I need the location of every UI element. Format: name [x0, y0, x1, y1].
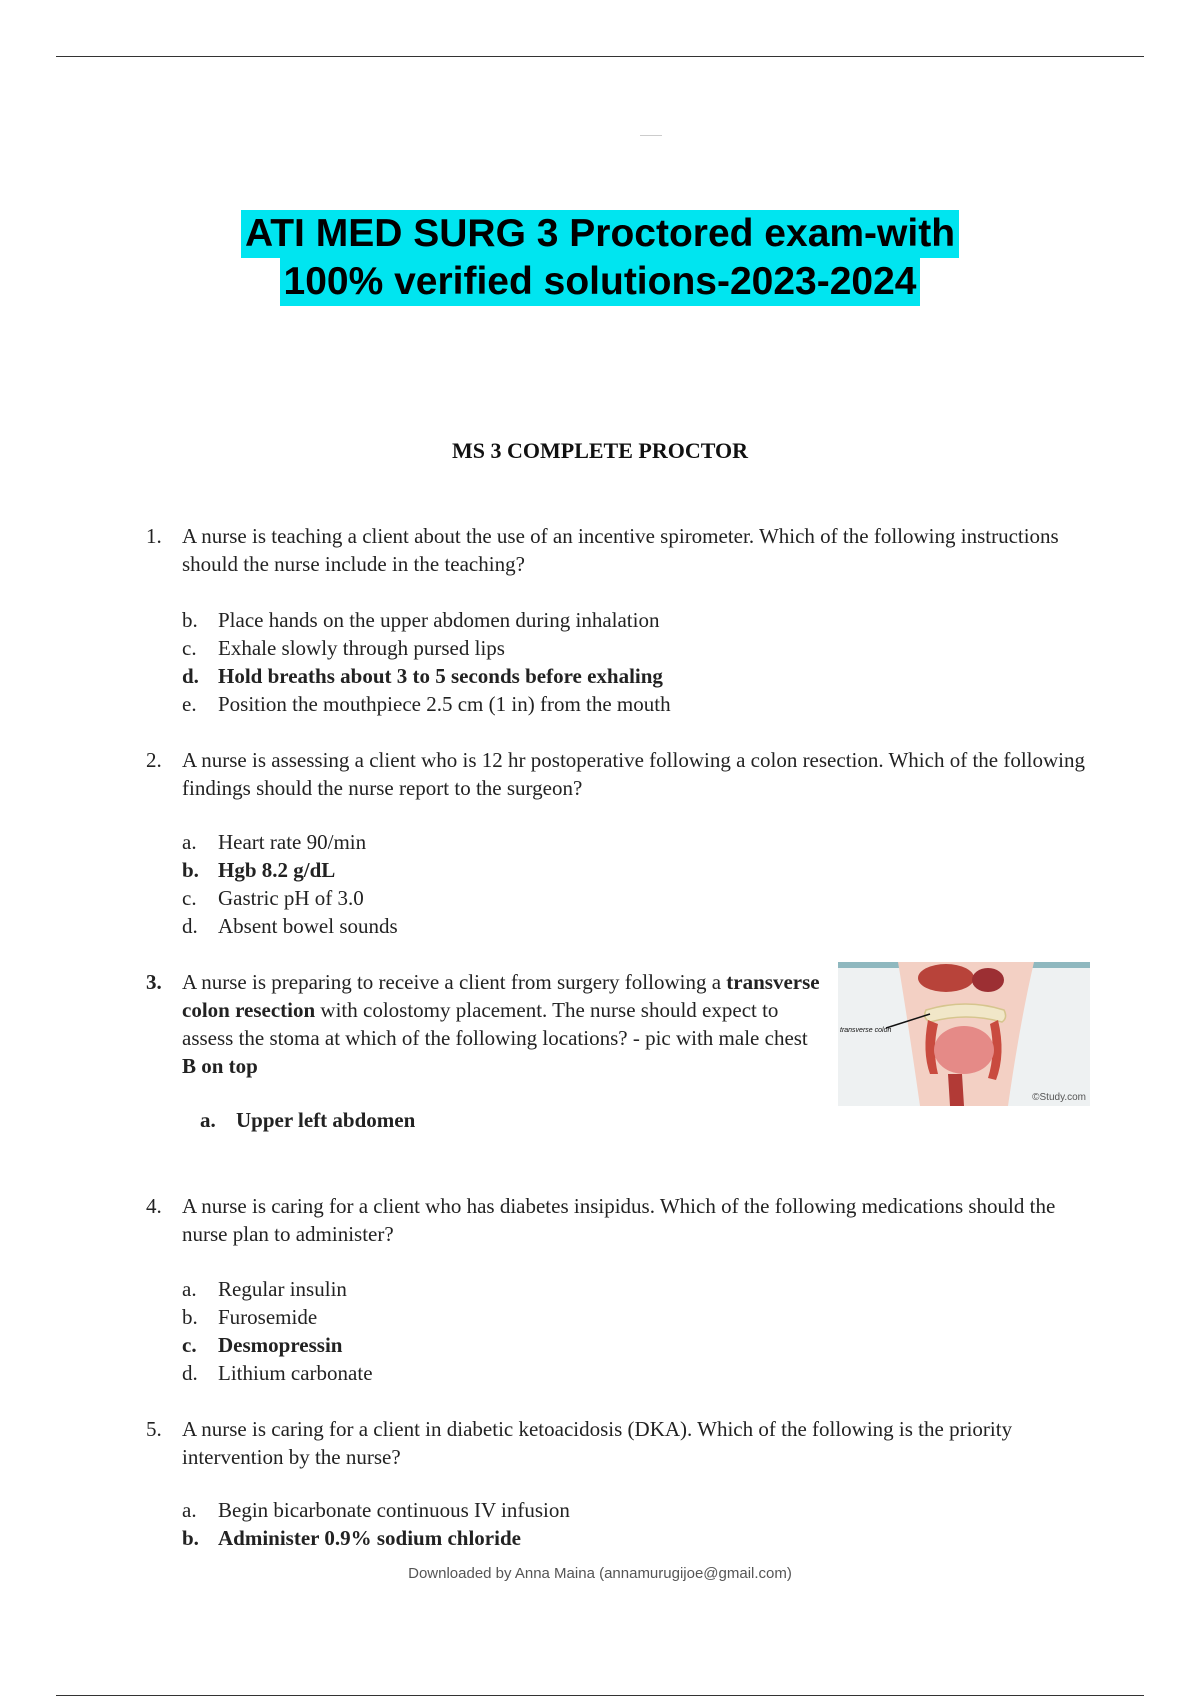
option-correct: c. Desmopressin: [182, 1333, 343, 1357]
question-text: A nurse is preparing to receive a client from surgery following a transverse colon resection with colostomy placement. The nurse should expect to assess the stoma at which of the following locations? - pic with male chest B on top: [182, 970, 820, 1078]
image-credit: ©Study.com: [1032, 1092, 1086, 1103]
option: d. Absent bowel sounds: [182, 914, 398, 938]
option: b. Furosemide: [182, 1305, 318, 1329]
question-2: [146, 746, 1086, 802]
options-1: [182, 606, 671, 718]
question-text: A nurse is caring for a client who has diabetes insipidus. Which of the following medications should the nurse plan to administer?: [182, 1194, 1056, 1246]
option: d. Lithium carbonate: [182, 1361, 373, 1385]
question-4: [146, 1192, 1086, 1248]
title-line-1: ATI MED SURG 3 Proctored exam-with: [241, 210, 959, 258]
liver-shape: [918, 964, 974, 992]
option: b. Place hands on the upper abdomen during inhalation: [182, 608, 660, 632]
section-heading: MS 3 COMPLETE PROCTOR: [451, 438, 748, 463]
title-line-2: 100% verified solutions-2023-2024: [280, 258, 921, 306]
option: a. Regular insulin: [182, 1277, 347, 1301]
question-number: 5.: [146, 1417, 162, 1441]
question-3: [146, 968, 826, 1080]
options-4: [182, 1275, 373, 1387]
download-footer: Downloaded by Anna Maina (annamurugijoe@gmail.com): [408, 1565, 792, 1582]
option-correct: a. Upper left abdomen: [200, 1108, 416, 1132]
options-5: [182, 1496, 570, 1552]
question-number: 3.: [146, 970, 162, 994]
colon-anatomy-diagram: [838, 962, 1090, 1106]
option: e. Position the mouthpiece 2.5 cm (1 in) from the mouth: [182, 692, 671, 716]
top-rule: [56, 56, 1144, 57]
option: a. Begin bicarbonate continuous IV infusion: [182, 1498, 570, 1522]
option-correct: b. Administer 0.9% sodium chloride: [182, 1526, 521, 1550]
question-text: A nurse is teaching a client about the use of an incentive spirometer. Which of the following instructions should the nurse include in the teaching?: [182, 524, 1059, 576]
question-1: [146, 522, 1086, 578]
option: c. Gastric pH of 3.0: [182, 886, 364, 910]
question-text: A nurse is caring for a client in diabetic ketoacidosis (DKA). Which of the following is the priority intervention by the nurse?: [182, 1417, 1013, 1469]
question-number: 4.: [146, 1194, 162, 1218]
option-correct: d. Hold breaths about 3 to 5 seconds before exhaling: [182, 664, 663, 688]
question-5: [146, 1415, 1086, 1471]
decorative-mark: [640, 135, 662, 136]
diagram-label: transverse colon: [840, 1027, 892, 1034]
small-intestine-shape: [934, 1026, 994, 1074]
option: a. Heart rate 90/min: [182, 830, 367, 854]
options-3: [200, 1106, 415, 1134]
rectum-shape: [948, 1074, 964, 1106]
question-text: A nurse is assessing a client who is 12 hr postoperative following a colon resection. Which of the following findings should the nurse report to the surgeon?: [182, 748, 1086, 800]
stomach-shape: [972, 968, 1004, 992]
question-number: 1.: [146, 524, 162, 548]
option: c. Exhale slowly through pursed lips: [182, 636, 505, 660]
question-number: 2.: [146, 748, 162, 772]
option-correct: b. Hgb 8.2 g/dL: [182, 858, 336, 882]
bottom-rule: [56, 1695, 1144, 1696]
options-2: [182, 828, 398, 940]
document-title: [0, 210, 1200, 306]
